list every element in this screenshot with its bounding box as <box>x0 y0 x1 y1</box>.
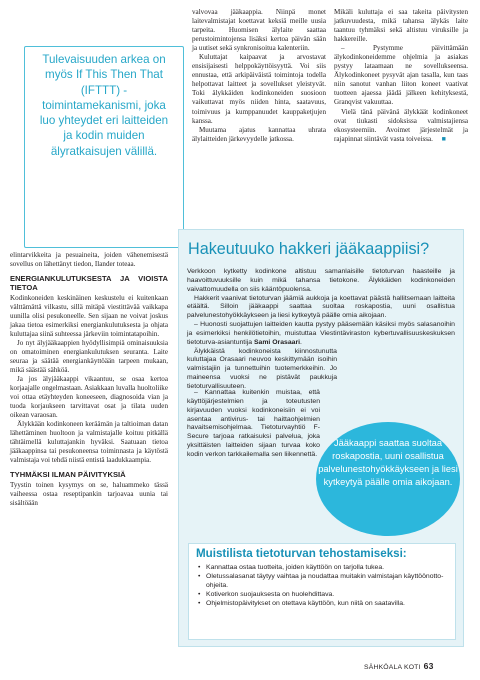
checklist <box>197 564 449 609</box>
paragraph: Mikäli kuluttaja ei saa takeita päivitysten jatkuvuudesta, mikä tahansa älykäs laite taantuu tyhmäksi sekä altistuu viruksille ja hakkereille. <box>334 8 468 44</box>
article-column-middle-top <box>192 8 326 144</box>
paragraph <box>187 321 455 348</box>
sidebar-text-narrow <box>187 389 320 460</box>
paragraph: – Kannattaa kuitenkin muistaa, että käyttöjärjestelmien ja toteutusten kirjavuuden vuoksi kodinkoneisiin ei voi asentaa antivirus- tai haittaohjelmien havaitsemisohjelmaa. Tietoturvayhtiö F-Secure tarjoaa ratkaisuksi palvelua, joka yksittäisten laitteiden sijaan turvaa koko kodin verkon tarkkailemalla sen liikennettä. <box>187 389 320 458</box>
article-column-right-top <box>334 8 468 144</box>
magazine-name: SÄHKÖALA KOTI <box>364 664 421 671</box>
paragraph: elintarvikkeita ja pesuaineita, joiden vähenemisestä sovellus on lähettänyt tiedon, Ilander toteaa. <box>10 251 168 269</box>
paragraph-end: . <box>300 338 302 346</box>
subheading-energy: ENERGIANKULUTUKSESTA JA VIOISTA TIETOA <box>10 274 168 293</box>
list-item: • Kotiverkon suojauksesta on huolehdittava. <box>197 591 449 600</box>
paragraph: – Pystymme päivittämään älykodinkoneidemme ohjelmia ja asiakas pystyy lataamaan ne sovellukseensa. Älykodinkoneet pysyvät ajan tasalla, kun taas niin sanotut vanhan liiton koneet vaativat tuotteen ajaessa jäädä jälkeen kehityksestä, Granqvist vakuuttaa. <box>334 44 468 107</box>
sidebar-quote: Jääkaappi saattaa suoltaa roskapostia, uuni osallistua palvelunestohyökkäykseen ja liesi kytkeytyä päälle omia aikojaan. <box>318 438 458 488</box>
paragraph-text: Vielä tänä päivänä älykkäät kodinkoneet ovat tiukasti sidoksissa valmistajiensa ekosysteemiin. Avoimet järjestelmät ja rajapinnat siintävät vasta toiveissa. <box>334 107 468 143</box>
paragraph: Kuluttajat kaipaavat ja arvostavat ensisijaisesti helppokäyttöisyyttä. Voi siis ennustaa, että arkipäiväistä toimintoja todella helpottavat laitteet ja sovellukset yleistyvät. Toki älykkäiden kodinkoneiden suosioon vaikuttavat myös niiden hinta, saatavuus, toimivuus ja kumppanuudet kauppaketjujen kanssa. <box>192 53 326 125</box>
end-mark: ■ <box>441 134 446 143</box>
paragraph: Älykkään kodinkoneen keräämän ja taltioiman datan lähettäminen huoltoon ja valmistajalle koituu pitkällä tähtäimellä kuluttajankin hyväksi. Saatuaan tietoa jääkaappinsa tai pesukoneensa toiminnasta ja käytöstä valmistaja voi tehdä niistä entistä laadukkaampia. <box>10 420 168 465</box>
paragraph: Muutama ajatus kannattaa uhrata älylaitteiden järkevyydelle jatkossa. <box>192 125 326 143</box>
paragraph: Älykkäistä kodinkoneista kiinnostunutta kuluttajaa Orasaari neuvoo keskittymään isoihin valmistajiin ja tunnettuihin tuotemerkkeihin. Jo maineensa vuoksi ne pistävät paukkuja tietoturvallisuuteen. <box>187 347 337 390</box>
paragraph <box>334 108 468 144</box>
list-item: • Kannattaa ostaa tuotteita, joiden käyttöön on tarjolla tukea. <box>197 564 449 573</box>
page-number: 63 <box>423 661 434 671</box>
paragraph: Hakkerit vaanivat tietoturvan jäämiä aukkoja ja koettavat päästä hallitsemaan laitteita etäältä. Silloin jääkaappi saattaa suoltaa roskapostia, uuni osallistua palvelunestohyökkäykseen ja liesi kytkeytyä päälle omia aikojaan. <box>187 294 455 320</box>
paragraph: Ja jos älyjääkaappi vikaantuu, se osaa kertoa korjaajalle ongelmastaan. Asiakkaan luvalla huoltoliike voi ottaa etäyhteyden koneeseen, diagnosoida vian ja tuoda korjaukseen tarvittavat osat ja tilata uuden oikean varaosan. <box>10 374 168 420</box>
list-item: • Ohjelmistopäivitykset on otettava käyttöön, kun niitä on saatavilla. <box>197 600 449 609</box>
paragraph: Verkkoon kytketty kodinkone altistuu samanlaisille tietoturvan haasteille ja haavoittuvuuksille kuin mikä tahansa tietokone. Älykkäiden kodinkoneiden vaivattomuudella on siis kääntöpuolensa. <box>187 268 455 293</box>
pull-quote: Tulevaisuuden arkea on myös If This Then That (IFTTT) -toimintamekanismi, joka luo yhteydet eri laitteiden ja kodin muiden älyratkaisujen välillä. <box>39 53 169 158</box>
article-column-left-bottom <box>10 251 168 508</box>
paragraph: Jo nyt älyjääkaappien hyödyllisimpiä ominaisuuksia on omatoiminen energiankulutuksen seuranta. Laite seuraa ja säätää energiankäyttöään tarpeen mukaan, mikä säästää sähköä. <box>10 338 168 374</box>
paragraph-text: – Huonosti suojattujen laitteiden kautta pystyy pääsemään käsiksi myös salasanoihin ja esimerkiksi henkilötietoihin, muistuttaa Viestintäviraston kybertuvallisuuskeskuksen tietoturva-asiantuntija <box>187 321 455 346</box>
paragraph: Tyystin toinen kysymys on se, haluammeko tässä vaiheessa ostaa reseptipankin tarjoavaa uunia tai sisältöään <box>10 480 168 507</box>
subheading-updates: TYHMÄKSI ILMAN PÄIVITYKSIÄ <box>10 470 126 480</box>
page-footer <box>364 661 434 671</box>
list-item: • Oletussalasanat täytyy vaihtaa ja noudattaa muitakin valmistajan käyttöönotto-ohjeita. <box>197 573 449 591</box>
sidebar-title: Hakeutuuko hakkeri jääkaappiisi? <box>188 240 430 258</box>
checklist-title: Muistilista tietoturvan tehostamiseksi: <box>196 547 407 560</box>
paragraph: valvovaa jääkaappia. Niinpä monet laitevalmistajat koettavat keksiä meille uusia tarpeita. Huomisen älylaite saattaa perustoimintojensa lisäksi kertoa päivän sään ja uutiset sekä synkronisoitua kalenteriin. <box>192 8 326 53</box>
sidebar-text <box>187 268 455 392</box>
paragraph: Kodinkoneiden keskinäinen keskustelu ei kuitenkaan välttämättä vilkastu, sillä mitäpä viestittävää vaikkapa uunilla olisi pesukoneelle. Sen sijaan ne voivat joskus jakaa tietoa esimerkiksi energiankulutuksesta ja ohjata kuluttajaa siinä suhteessa järkeviin toimintatapoihin. <box>10 293 168 338</box>
expert-name: Sami Orasaari <box>253 338 301 346</box>
